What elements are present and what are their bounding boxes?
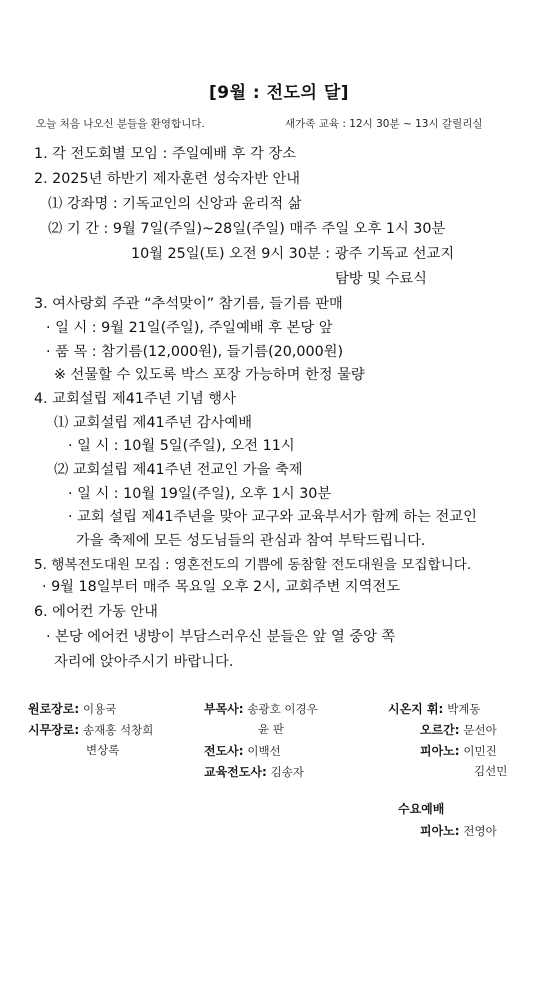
newfamily-note: 새가족 교육 : 12시 30분 ~ 13시 갈릴리실	[285, 118, 483, 130]
notice-4-service-date: · 일 시 : 10월 5일(주일), 오전 11시	[68, 438, 295, 454]
notice-5: 5. 행복전도대원 모집 : 영혼전도의 기쁨에 동참할 전도대원을 모집합니다.	[34, 557, 472, 573]
choir-name: 박계동	[447, 702, 481, 716]
wed-piano-name: 전영아	[463, 824, 497, 838]
wed-piano-label: 피아노:	[420, 824, 460, 838]
affairs-elder-label: 시무장로:	[28, 723, 80, 737]
notice-6-detail-2: 자리에 앉아주시기 바랍니다.	[54, 654, 234, 670]
assoc-pastor-names: 송광호 이경우	[247, 702, 318, 716]
notice-4-festival: ⑵ 교회설립 제41주년 전교인 가을 축제	[54, 462, 303, 478]
choir-label: 시온지 휘:	[388, 702, 444, 716]
evangelist-name: 이백선	[247, 744, 281, 758]
affairs-elder-names: 송재홍 석창희	[83, 723, 154, 737]
evangelist-label: 전도사:	[204, 744, 244, 758]
staff-edu-evangelist	[204, 763, 304, 780]
organ-label: 오르간:	[420, 723, 460, 737]
notice-3: 3. 여사랑회 주관 “추석맞이” 참기름, 들기름 판매	[34, 296, 343, 312]
notice-2: 2. 2025년 하반기 제자훈련 성숙자반 안내	[34, 171, 301, 187]
staff-affairs-elder-2	[86, 742, 119, 758]
piano-name-2: 김선민	[474, 764, 508, 778]
staff-choir	[388, 700, 481, 717]
staff-wed-piano	[420, 822, 497, 839]
notice-3-remark: ※ 선물할 수 있도록 박스 포장 가능하며 한정 물량	[54, 367, 365, 383]
notice-2-trip: 10월 25일(토) 오전 9시 30분 : 광주 기독교 선교지	[131, 246, 455, 262]
affairs-elder-name-2: 변상록	[86, 743, 120, 757]
chief-elder-label: 원로장로:	[28, 702, 80, 716]
notice-2-graduation: 탐방 및 수료식	[335, 271, 427, 287]
notice-2-course: ⑴ 강좌명 : 기독교인의 신앙과 윤리적 삶	[48, 196, 302, 212]
edu-evangelist-name: 김송자	[270, 765, 304, 779]
staff-organ	[420, 721, 497, 738]
staff-piano	[420, 742, 497, 759]
assoc-pastor-name-2: 윤 판	[258, 722, 284, 736]
chief-elder-name: 이용국	[83, 702, 117, 716]
assoc-pastor-label: 부목사:	[204, 702, 244, 716]
notice-2-period: ⑵ 기 간 : 9월 7일(주일)~28일(주일) 매주 주일 오후 1시 30분	[48, 221, 446, 237]
piano-name-1: 이민진	[463, 744, 497, 758]
wed-service-label: 수요예배	[398, 802, 445, 816]
notice-1: 1. 각 전도회별 모임 : 주일예배 후 각 장소	[34, 146, 296, 162]
notice-3-date: · 일 시 : 9월 21일(주일), 주일예배 후 본당 앞	[46, 320, 333, 336]
notice-6-detail: · 본당 에어컨 냉방이 부담스러우신 분들은 앞 열 중앙 쪽	[46, 629, 396, 645]
edu-evangelist-label: 교육전도사:	[204, 765, 267, 779]
staff-affairs-elder	[28, 721, 153, 738]
notice-3-items: · 품 목 : 참기름(12,000원), 들기름(20,000원)	[46, 344, 344, 360]
bulletin-title: [9월 : 전도의 달]	[208, 83, 350, 103]
notice-6: 6. 에어컨 가동 안내	[34, 604, 158, 620]
wed-service-title	[398, 800, 444, 817]
notice-4-festival-desc-2: 가을 축제에 모든 성도님들의 관심과 참여 부탁드립니다.	[76, 533, 426, 549]
notice-4-festival-desc: · 교회 설립 제41주년을 맞아 교구와 교육부서가 함께 하는 전교인	[68, 509, 477, 525]
welcome-note: 오늘 처음 나오신 분들을 환영합니다.	[36, 118, 205, 130]
staff-piano-2	[474, 763, 507, 779]
notice-5-detail: · 9월 18일부터 매주 목요일 오후 2시, 교회주변 지역전도	[42, 579, 401, 595]
notice-4: 4. 교회설립 제41주년 기념 행사	[34, 391, 236, 407]
staff-chief-elder	[28, 700, 116, 717]
staff-assoc-pastor-2	[258, 721, 284, 737]
piano-label: 피아노:	[420, 744, 460, 758]
notice-4-service: ⑴ 교회설립 제41주년 감사예배	[54, 415, 253, 431]
staff-evangelist	[204, 742, 281, 759]
organ-name: 문선아	[463, 723, 497, 737]
notice-4-festival-date: · 일 시 : 10월 19일(주일), 오후 1시 30분	[68, 486, 332, 502]
staff-assoc-pastor	[204, 700, 318, 717]
